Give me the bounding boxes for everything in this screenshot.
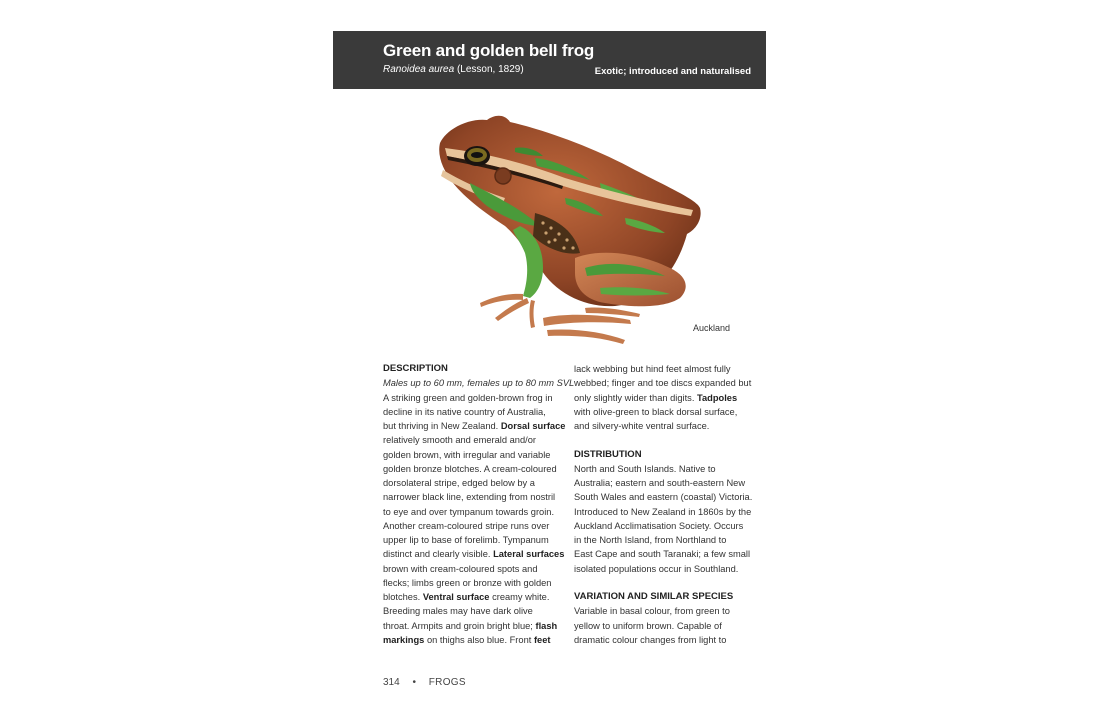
text-line: A striking green and golden-brown frog in bbox=[383, 392, 553, 403]
text-line: isolated populations occur in Southland. bbox=[574, 563, 739, 574]
text-line: with olive-green to black dorsal surface, bbox=[574, 406, 738, 417]
text-line: lack webbing but hind feet almost fully bbox=[574, 364, 731, 374]
bold-term: flash bbox=[535, 620, 558, 631]
section-name: FROGS bbox=[428, 677, 466, 688]
text-line: relatively smooth and emerald and/or bbox=[383, 435, 536, 446]
text-line: Breeding males may have dark olive bbox=[383, 606, 533, 617]
photo-caption: Auckland bbox=[693, 323, 731, 333]
text-line: Another cream-coloured stripe runs over bbox=[383, 520, 550, 531]
text-line: but thriving in New Zealand. Dorsal surface bbox=[383, 421, 566, 431]
text-line: throat. Armpits and groin bright blue; flash bbox=[383, 620, 558, 631]
text-line: to eye and over tympanum towards groin. bbox=[383, 506, 555, 517]
text-line: Auckland Acclimatisation Society. Occurs bbox=[574, 520, 744, 531]
description-heading: DESCRIPTION bbox=[383, 363, 448, 374]
text-line: golden bronze blotches. A cream-coloured bbox=[383, 463, 557, 474]
text-line: distinct and clearly visible. Lateral surfaces bbox=[383, 549, 565, 560]
text-column-right bbox=[574, 362, 752, 647]
text-line: dorsolateral stripe, edged below by a bbox=[383, 478, 535, 488]
frog-illustration bbox=[425, 108, 715, 348]
variation-heading: VARIATION AND SIMILAR SPECIES bbox=[574, 591, 734, 602]
text-line: upper lip to base of forelimb. Tympanum bbox=[383, 535, 549, 545]
bold-term: Lateral surfaces bbox=[493, 549, 565, 560]
text-line: Introduced to New Zealand in 1860s by the bbox=[574, 506, 752, 517]
text-line: in the North Island, from Northland to bbox=[574, 535, 727, 545]
text-line: webbed; finger and toe discs expanded but bbox=[574, 378, 752, 389]
bold-term: Dorsal surface bbox=[500, 421, 566, 431]
footer-bullet: • bbox=[412, 677, 416, 688]
text-line: Australia; eastern and south-eastern New bbox=[574, 478, 746, 488]
text-line: only slightly wider than digits. Tadpoles bbox=[574, 392, 738, 403]
page-number: 314 bbox=[383, 677, 400, 688]
frog-photo bbox=[425, 108, 715, 348]
page-footer bbox=[383, 677, 466, 688]
scientific-name: Ranoidea aurea bbox=[383, 64, 455, 75]
text-line: South Wales and eastern (coastal) Victoria. bbox=[574, 492, 753, 503]
text-line: Variable in basal colour, from green to bbox=[574, 606, 730, 617]
species-title: Green and golden bell frog bbox=[383, 41, 595, 60]
text-line: narrower black line, extending from nostril bbox=[383, 492, 556, 503]
text-line: flecks; limbs green or bronze with golden bbox=[383, 577, 552, 588]
text-line: blotches. Ventral surface creamy white. bbox=[383, 592, 550, 602]
text-line: North and South Islands. Native to bbox=[574, 463, 716, 474]
text-line: golden brown, with irregular and variable bbox=[383, 449, 551, 460]
text-line: brown with cream-coloured spots and bbox=[383, 563, 538, 574]
bold-term: Ventral surface bbox=[422, 592, 490, 602]
species-header bbox=[333, 31, 766, 89]
bold-term: markings bbox=[383, 634, 425, 645]
species-authority: (Lesson, 1829) bbox=[456, 64, 524, 75]
bold-term: Tadpoles bbox=[697, 392, 738, 403]
species-subtitle bbox=[383, 64, 524, 75]
text-line: decline in its native country of Australia, bbox=[383, 406, 546, 417]
text-line: markings on thighs also blue. Front feet bbox=[383, 634, 551, 645]
text-line: East Cape and south Taranaki; a few small bbox=[574, 549, 751, 560]
text-line: and silvery-white ventral surface. bbox=[574, 421, 710, 431]
text-column-left bbox=[383, 362, 574, 647]
status-label: Exotic; introduced and naturalised bbox=[594, 66, 751, 77]
text-line: dramatic colour changes from light to bbox=[574, 634, 727, 645]
bold-term: feet bbox=[533, 634, 551, 645]
text-line: yellow to uniform brown. Capable of bbox=[574, 620, 722, 631]
distribution-heading: DISTRIBUTION bbox=[574, 448, 642, 460]
size-line: Males up to 60 mm, females up to 80 mm SVL bbox=[383, 378, 575, 389]
